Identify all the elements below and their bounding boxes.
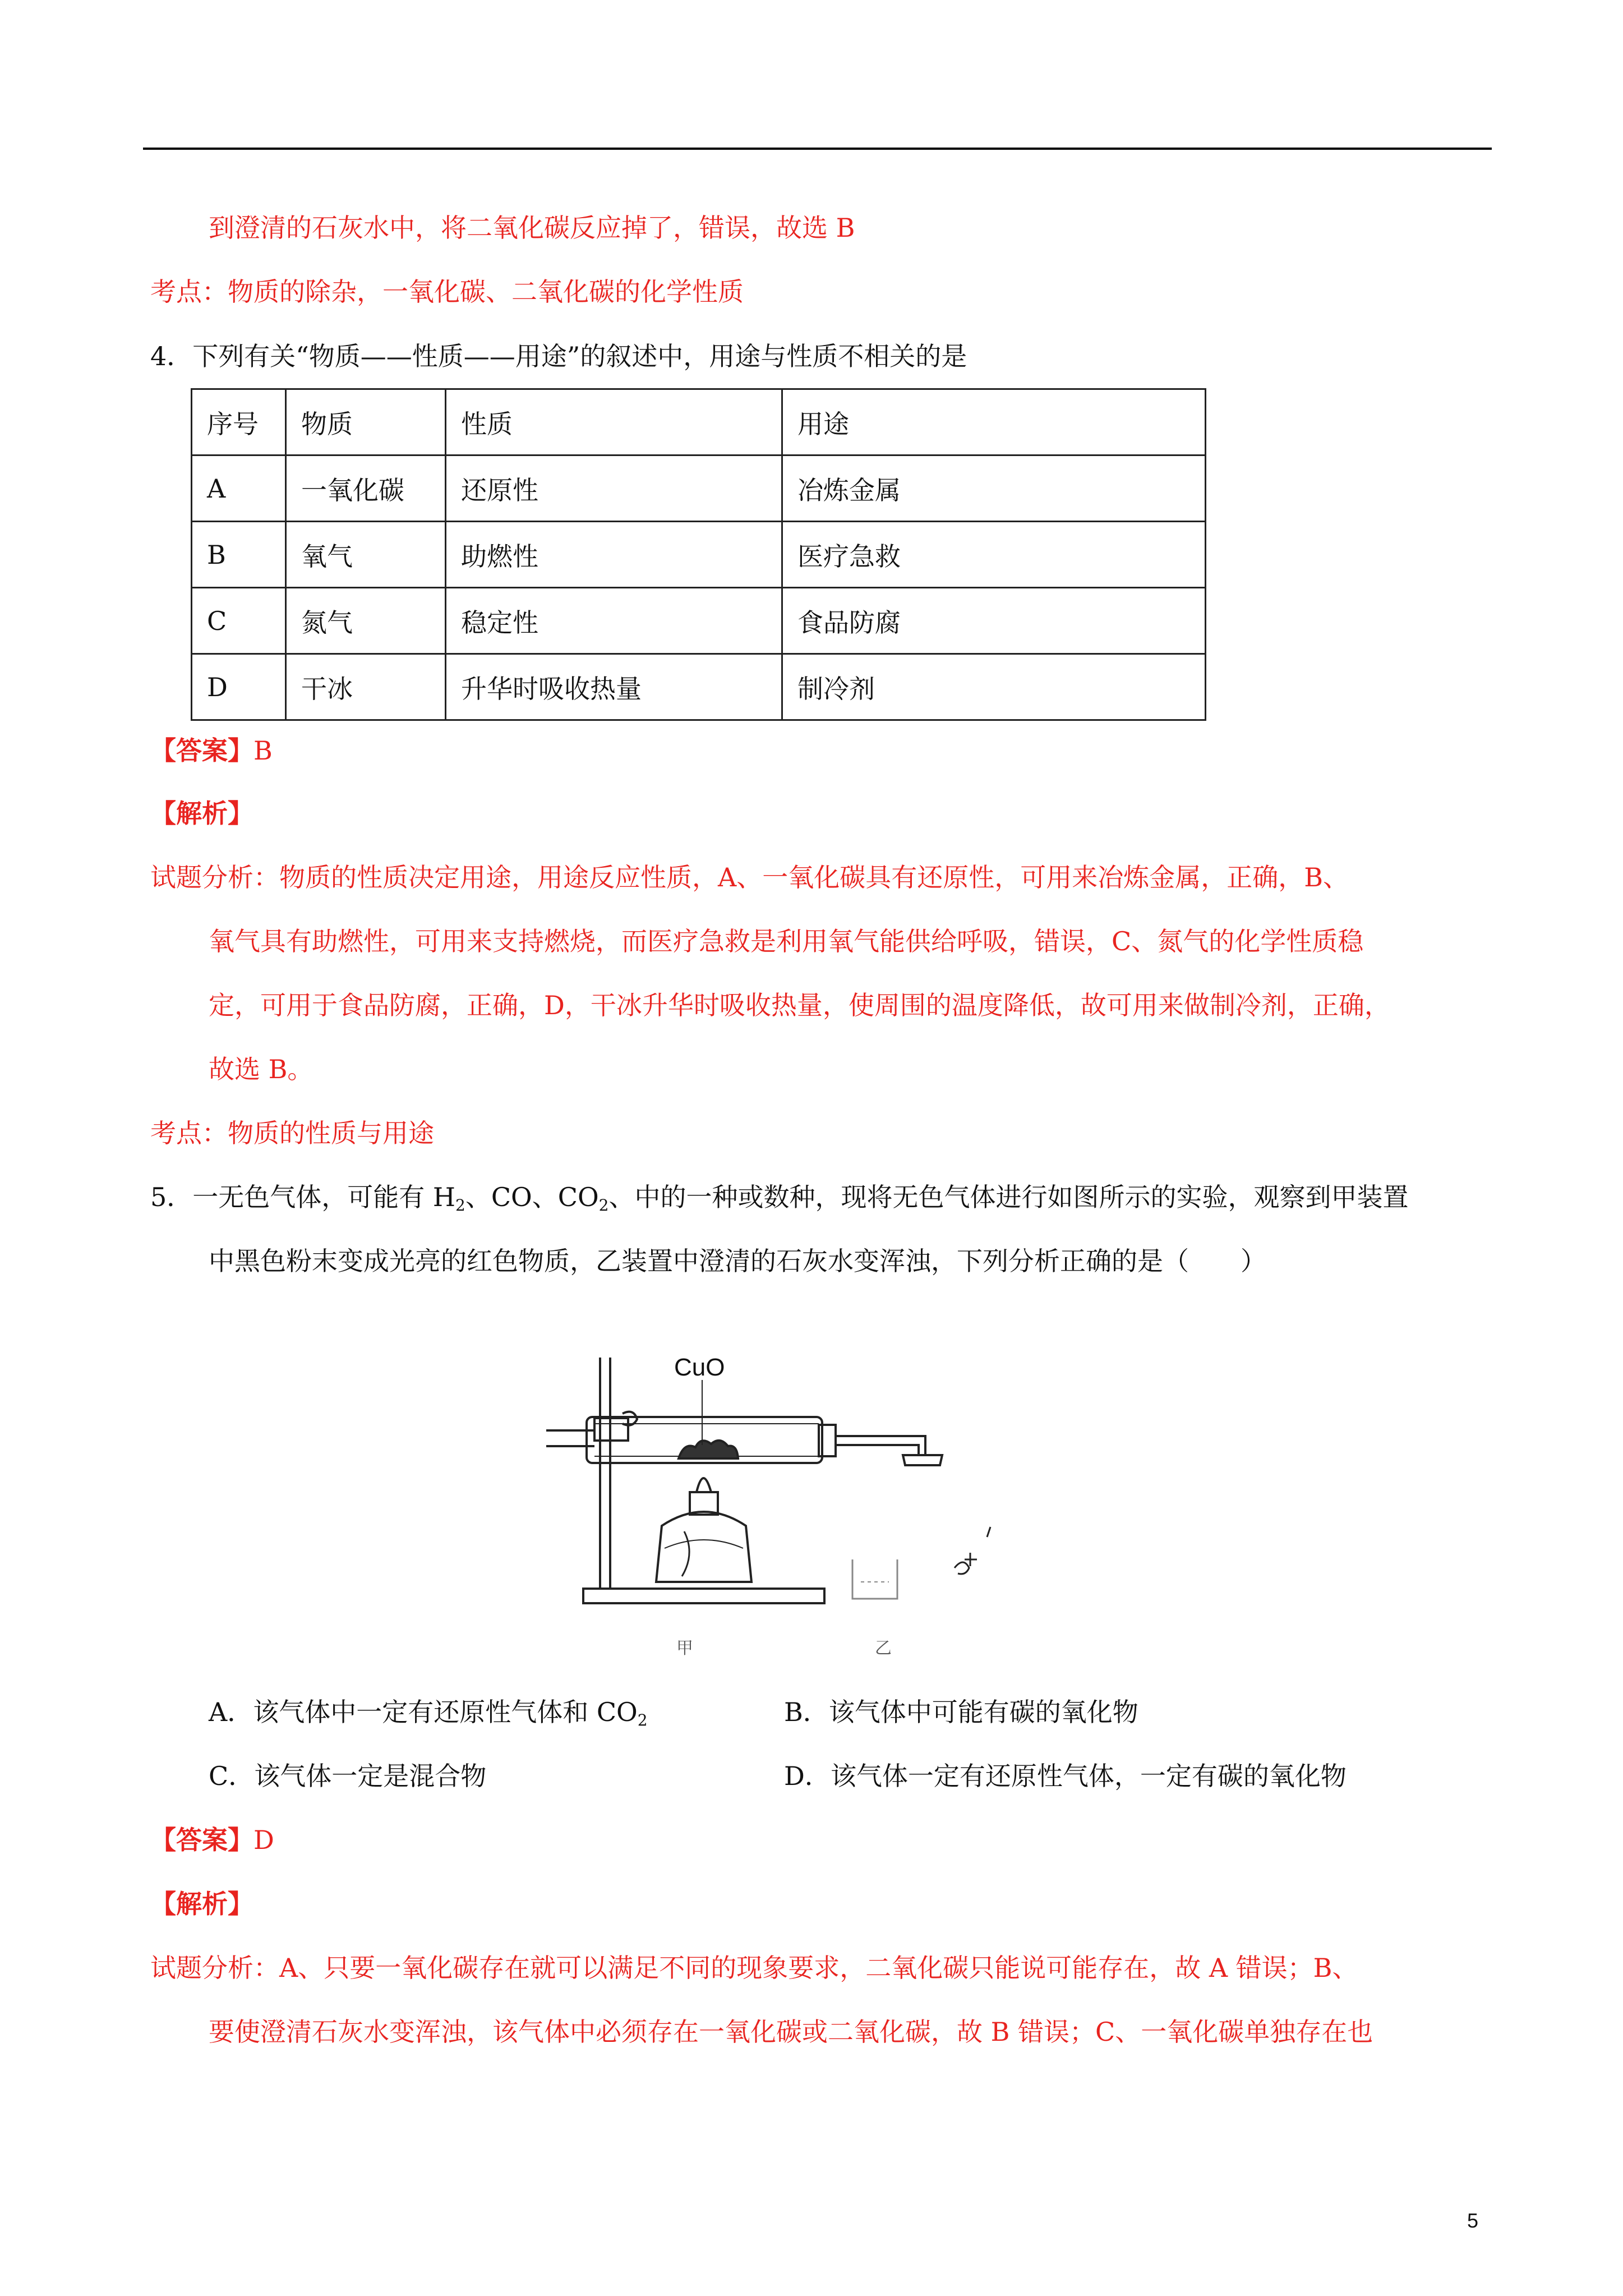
q4-kaodian: 考点：物质的性质与用途 — [150, 1118, 434, 1148]
table-header-cell: 用途 — [782, 389, 1206, 455]
answer-value: D — [253, 1825, 274, 1855]
option-a-text: A．该气体中一定有还原性气体和 CO — [209, 1697, 638, 1727]
table-cell: A — [192, 455, 286, 522]
cuo-powder — [679, 1441, 738, 1458]
table-cell: 氮气 — [286, 588, 446, 654]
q4-analysis-line: 氧气具有助燃性，可用来支持燃烧，而医疗急救是利用氧气能供给呼吸，错误，C、氮气的化学性质稳 — [209, 926, 1364, 956]
q5-analysis-line: 试题分析：A、只要一氧化碳存在就可以满足不同的现象要求，二氧化碳只能说可能存在，故 A 错误；B、 — [150, 1953, 1358, 1983]
prev-analysis-tail: 到澄清的石灰水中，将二氧化碳反应掉了，错误，故选 B — [209, 213, 855, 243]
table-cell: 食品防腐 — [782, 588, 1206, 654]
q5-stem-line2: 中黑色粉末变成光亮的红色物质，乙装置中澄清的石灰水变浑浊，下列分析正确的是（ ） — [209, 1246, 1266, 1276]
table-cell: C — [192, 588, 286, 654]
q5-stem-part: 5．一无色气体，可能有 H — [150, 1182, 456, 1212]
q4-stem: 4．下列有关“物质——性质——用途”的叙述中，用途与性质不相关的是 — [150, 341, 967, 371]
label-yi: 乙 — [875, 1639, 892, 1658]
q4-analysis-line: 故选 B。 — [209, 1054, 313, 1084]
option-a[interactable] — [209, 1695, 648, 1737]
table-cell: 升华时吸收热量 — [446, 654, 782, 720]
prev-kaodian: 考点：物质的除杂，一氧化碳、二氧化碳的化学性质 — [150, 277, 744, 307]
q4-analysis-line: 定，可用于食品防腐，正确，D，干冰升华时吸收热量，使周围的温度降低，故可用来做制冷剂，正确， — [209, 990, 1390, 1020]
header-rule — [143, 148, 1492, 150]
table-cell: 干冰 — [286, 654, 446, 720]
cuo-label: CuO — [674, 1354, 725, 1381]
table-header-cell: 性质 — [446, 389, 782, 455]
table-cell: 助燃性 — [446, 522, 782, 588]
beaker — [852, 1559, 897, 1599]
q4-table — [191, 388, 1206, 721]
page-number: 5 — [1467, 2209, 1479, 2232]
table-header-row — [192, 389, 1206, 455]
table-cell: 制冷剂 — [782, 654, 1206, 720]
table-cell: 还原性 — [446, 455, 782, 522]
apparatus-figure — [538, 1346, 1021, 1660]
table-header-cell: 物质 — [286, 389, 446, 455]
table-cell: 氧气 — [286, 522, 446, 588]
q5-stem-sub: 2 — [598, 1196, 609, 1214]
table-row — [192, 654, 1206, 720]
stand-base — [583, 1589, 824, 1603]
table-cell: B — [192, 522, 286, 588]
alcohol-lamp — [656, 1512, 751, 1582]
table-cell: D — [192, 654, 286, 720]
answer-label: 【答案】 — [150, 1825, 253, 1855]
answer-label: 【答案】 — [150, 735, 253, 766]
q5-stem-part: 、中的一种或数种，现将无色气体进行如图所示的实验，观察到甲装置 — [608, 1182, 1409, 1212]
q4-answer — [150, 734, 273, 767]
table-row — [192, 588, 1206, 654]
q4-analysis-line: 试题分析：物质的性质决定用途，用途反应性质，A、一氧化碳具有还原性，可用来冶炼金属，正确，B、 — [150, 862, 1349, 892]
option-d[interactable]: D．该气体一定有还原性气体，一定有碳的氧化物 — [784, 1761, 1347, 1791]
label-jia: 甲 — [676, 1639, 693, 1658]
q5-answer — [150, 1823, 274, 1857]
option-c[interactable]: C．该气体一定是混合物 — [209, 1761, 487, 1791]
q4-analysis-label: 【解析】 — [150, 798, 253, 829]
table-row — [192, 522, 1206, 588]
answer-value: B — [253, 735, 273, 766]
table-header-cell: 序号 — [192, 389, 286, 455]
q5-stem-sub: 2 — [455, 1196, 465, 1214]
table-cell: 医疗急救 — [782, 522, 1206, 588]
table-cell: 稳定性 — [446, 588, 782, 654]
table-cell: 冶炼金属 — [782, 455, 1206, 522]
small-dish — [903, 1455, 942, 1465]
q5-stem-part: 、CO、CO — [465, 1182, 599, 1212]
option-b[interactable]: B．该气体中可能有碳的氧化物 — [784, 1697, 1138, 1727]
table-cell: 一氧化碳 — [286, 455, 446, 522]
table-row — [192, 455, 1206, 522]
q5-analysis-label: 【解析】 — [150, 1889, 253, 1919]
option-a-sub: 2 — [637, 1711, 648, 1729]
q5-stem-line1 — [150, 1180, 1409, 1222]
q5-analysis-line: 要使澄清石灰水变浑浊，该气体中必须存在一氧化碳或二氧化碳，故 B 错误；C、一氧化碳单独存在也 — [209, 2017, 1373, 2047]
